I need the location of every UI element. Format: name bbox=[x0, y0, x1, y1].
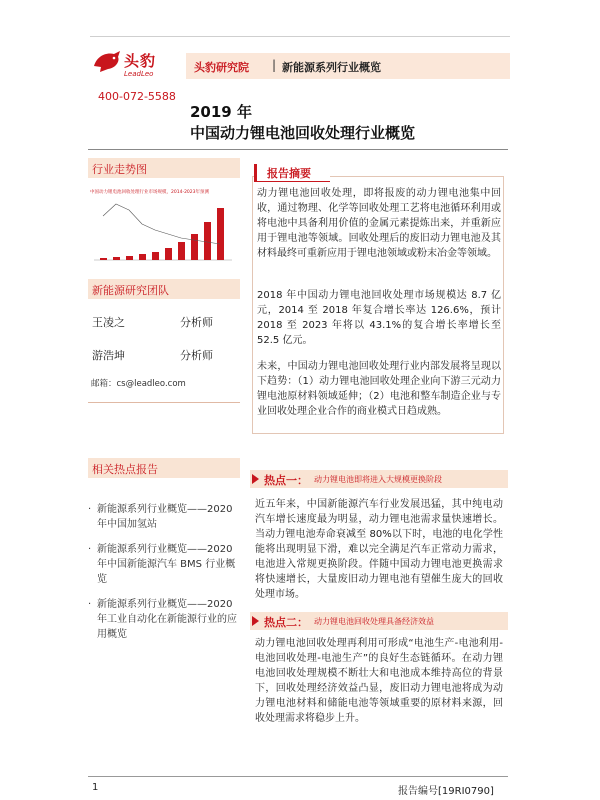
bullet-icon: · bbox=[88, 544, 92, 555]
header-separator: | bbox=[272, 58, 277, 72]
logo-brand-en: LeadLeo bbox=[124, 70, 154, 78]
hotspot-2-desc: 动力锂电池回收处理具备经济效益 bbox=[314, 617, 434, 626]
header-band bbox=[186, 53, 510, 79]
related-report-title: 新能源系列行业概览——2020 年中国加氢站 bbox=[97, 504, 233, 530]
hotspot-1-bar bbox=[250, 470, 508, 488]
mini-trend-chart bbox=[90, 186, 236, 268]
summary-paragraph-1: 动力锂电池回收处理，即将报废的动力锂电池集中回收，通过物理、化学等回收处理工艺将电池循环利用或将电池中具备利用价值的金属元素提炼出来，并重新应用于锂电池等领域。回收处理后的废旧动力锂电池及其材料最终可重新应用于锂电池领域或粉末冶金等领域。 bbox=[257, 188, 501, 259]
summary-tab-label: 报告摘要 bbox=[267, 167, 311, 180]
mini-growth-line bbox=[103, 204, 220, 244]
page-number: 1 bbox=[92, 782, 99, 793]
trend-heading-label: 行业走势图 bbox=[92, 163, 147, 176]
mini-bar-7 bbox=[178, 242, 185, 260]
arrow-right-icon bbox=[252, 616, 259, 626]
summary-paragraph-3: 未来，中国动力锂电池回收处理行业内部发展将呈现以下趋势：（1）动力锂电池回收处理企业向下游三元动力锂电池原材料领域延伸；（2）电池和整车制造企业与专业回收处理企业合作的商业模式日趋成熟。 bbox=[257, 361, 501, 417]
hotspot-1-text: 近五年来，中国新能源汽车行业发展迅猛，其中纯电动汽车增长速度最为明显，动力锂电池需求量快速增长。当动力锂电池寿命衰减至 80%以下时，电池的电化学性能将出现明显下滑，难以完全满足汽车正常动力需求，电池进入常规更换阶段。伴随中国动力锂电池更换需求将快速增长，大量废旧动力锂电池有望催生庞大的回收处理市场。 bbox=[255, 499, 503, 600]
top-rule bbox=[90, 36, 510, 37]
hotspot-1-label: 热点一： bbox=[264, 474, 308, 487]
mini-bar-1 bbox=[100, 258, 107, 260]
mini-bar-3 bbox=[126, 256, 133, 260]
member-role-2: 分析师 bbox=[180, 349, 213, 362]
related-heading-label: 相关热点报告 bbox=[92, 463, 158, 476]
contact-email[interactable]: 邮箱：cs@leadleo.com bbox=[91, 379, 186, 389]
related-report-title: 新能源系列行业概览——2020 年中国新能源汽车 BMS 行业概览 bbox=[97, 544, 236, 585]
trend-heading bbox=[88, 158, 240, 178]
institute-name: 头豹研究院 bbox=[194, 61, 249, 74]
arrow-right-icon bbox=[252, 474, 259, 484]
mini-chart-title: 中国动力锂电池回收处理行业市场规模，2014-2023年预测 bbox=[90, 190, 210, 195]
mini-bar-5 bbox=[152, 252, 159, 260]
series-name: 新能源系列行业概览 bbox=[282, 61, 381, 74]
title-rule bbox=[88, 149, 508, 150]
mini-bar-10 bbox=[217, 208, 224, 260]
related-heading bbox=[88, 458, 240, 478]
logo-brand-cn: 头豹 bbox=[124, 52, 157, 70]
summary-paragraph-2: 2018 年中国动力锂电池回收处理市场规模达 8.7 亿元，2014 至 2018 年复合增长率达 126.6%，预计 2018 至 2023 年将以 43.1%的复合增长率增长至 52.5 亿元。 bbox=[257, 290, 501, 346]
mini-bar-4 bbox=[139, 254, 146, 260]
report-year: 2019 年 bbox=[190, 103, 252, 121]
hotspot-2-bar bbox=[250, 612, 508, 630]
related-report-title: 新能源系列行业概览——2020 年工业自动化在新能源行业的应用概览 bbox=[97, 599, 237, 640]
team-heading-label: 新能源研究团队 bbox=[92, 284, 169, 297]
report-id: 报告编号[19RI0790] bbox=[398, 786, 494, 797]
mini-bar-2 bbox=[113, 257, 120, 260]
left-rule bbox=[88, 402, 240, 403]
summary-tab bbox=[254, 164, 330, 182]
phone-number: 400-072-5588 bbox=[98, 90, 176, 103]
mini-bar-8 bbox=[191, 234, 198, 260]
member-name-1: 王凌之 bbox=[92, 316, 125, 329]
team-heading bbox=[88, 279, 240, 299]
bullet-icon: · bbox=[88, 599, 92, 610]
member-role-1: 分析师 bbox=[180, 316, 213, 329]
leadleo-logo bbox=[92, 44, 182, 86]
mini-bar-6 bbox=[165, 248, 172, 260]
hotspot-1-desc: 动力锂电池即将进入大规模更换阶段 bbox=[314, 475, 442, 484]
leopard-icon bbox=[92, 48, 122, 74]
member-name-2: 游浩坤 bbox=[92, 349, 125, 362]
hotspot-2-text: 动力锂电池回收处理再利用可形成“电池生产-电池利用-电池回收处理-电池生产”的良好生态链循环。在动力锂电池回收处理规模不断壮大和电池成本维持高位的背景下，回收处理经济效益凸显，废旧动力锂电池将成为动力锂电池材料和储能电池等领域重要的原材料来源，回收处理需求将稳步上升。 bbox=[255, 638, 503, 724]
mini-bar-9 bbox=[204, 222, 211, 260]
bullet-icon: · bbox=[88, 504, 92, 515]
footer-rule bbox=[88, 776, 508, 777]
report-title: 中国动力锂电池回收处理行业概览 bbox=[190, 124, 416, 142]
hotspot-2-label: 热点二： bbox=[264, 616, 308, 629]
